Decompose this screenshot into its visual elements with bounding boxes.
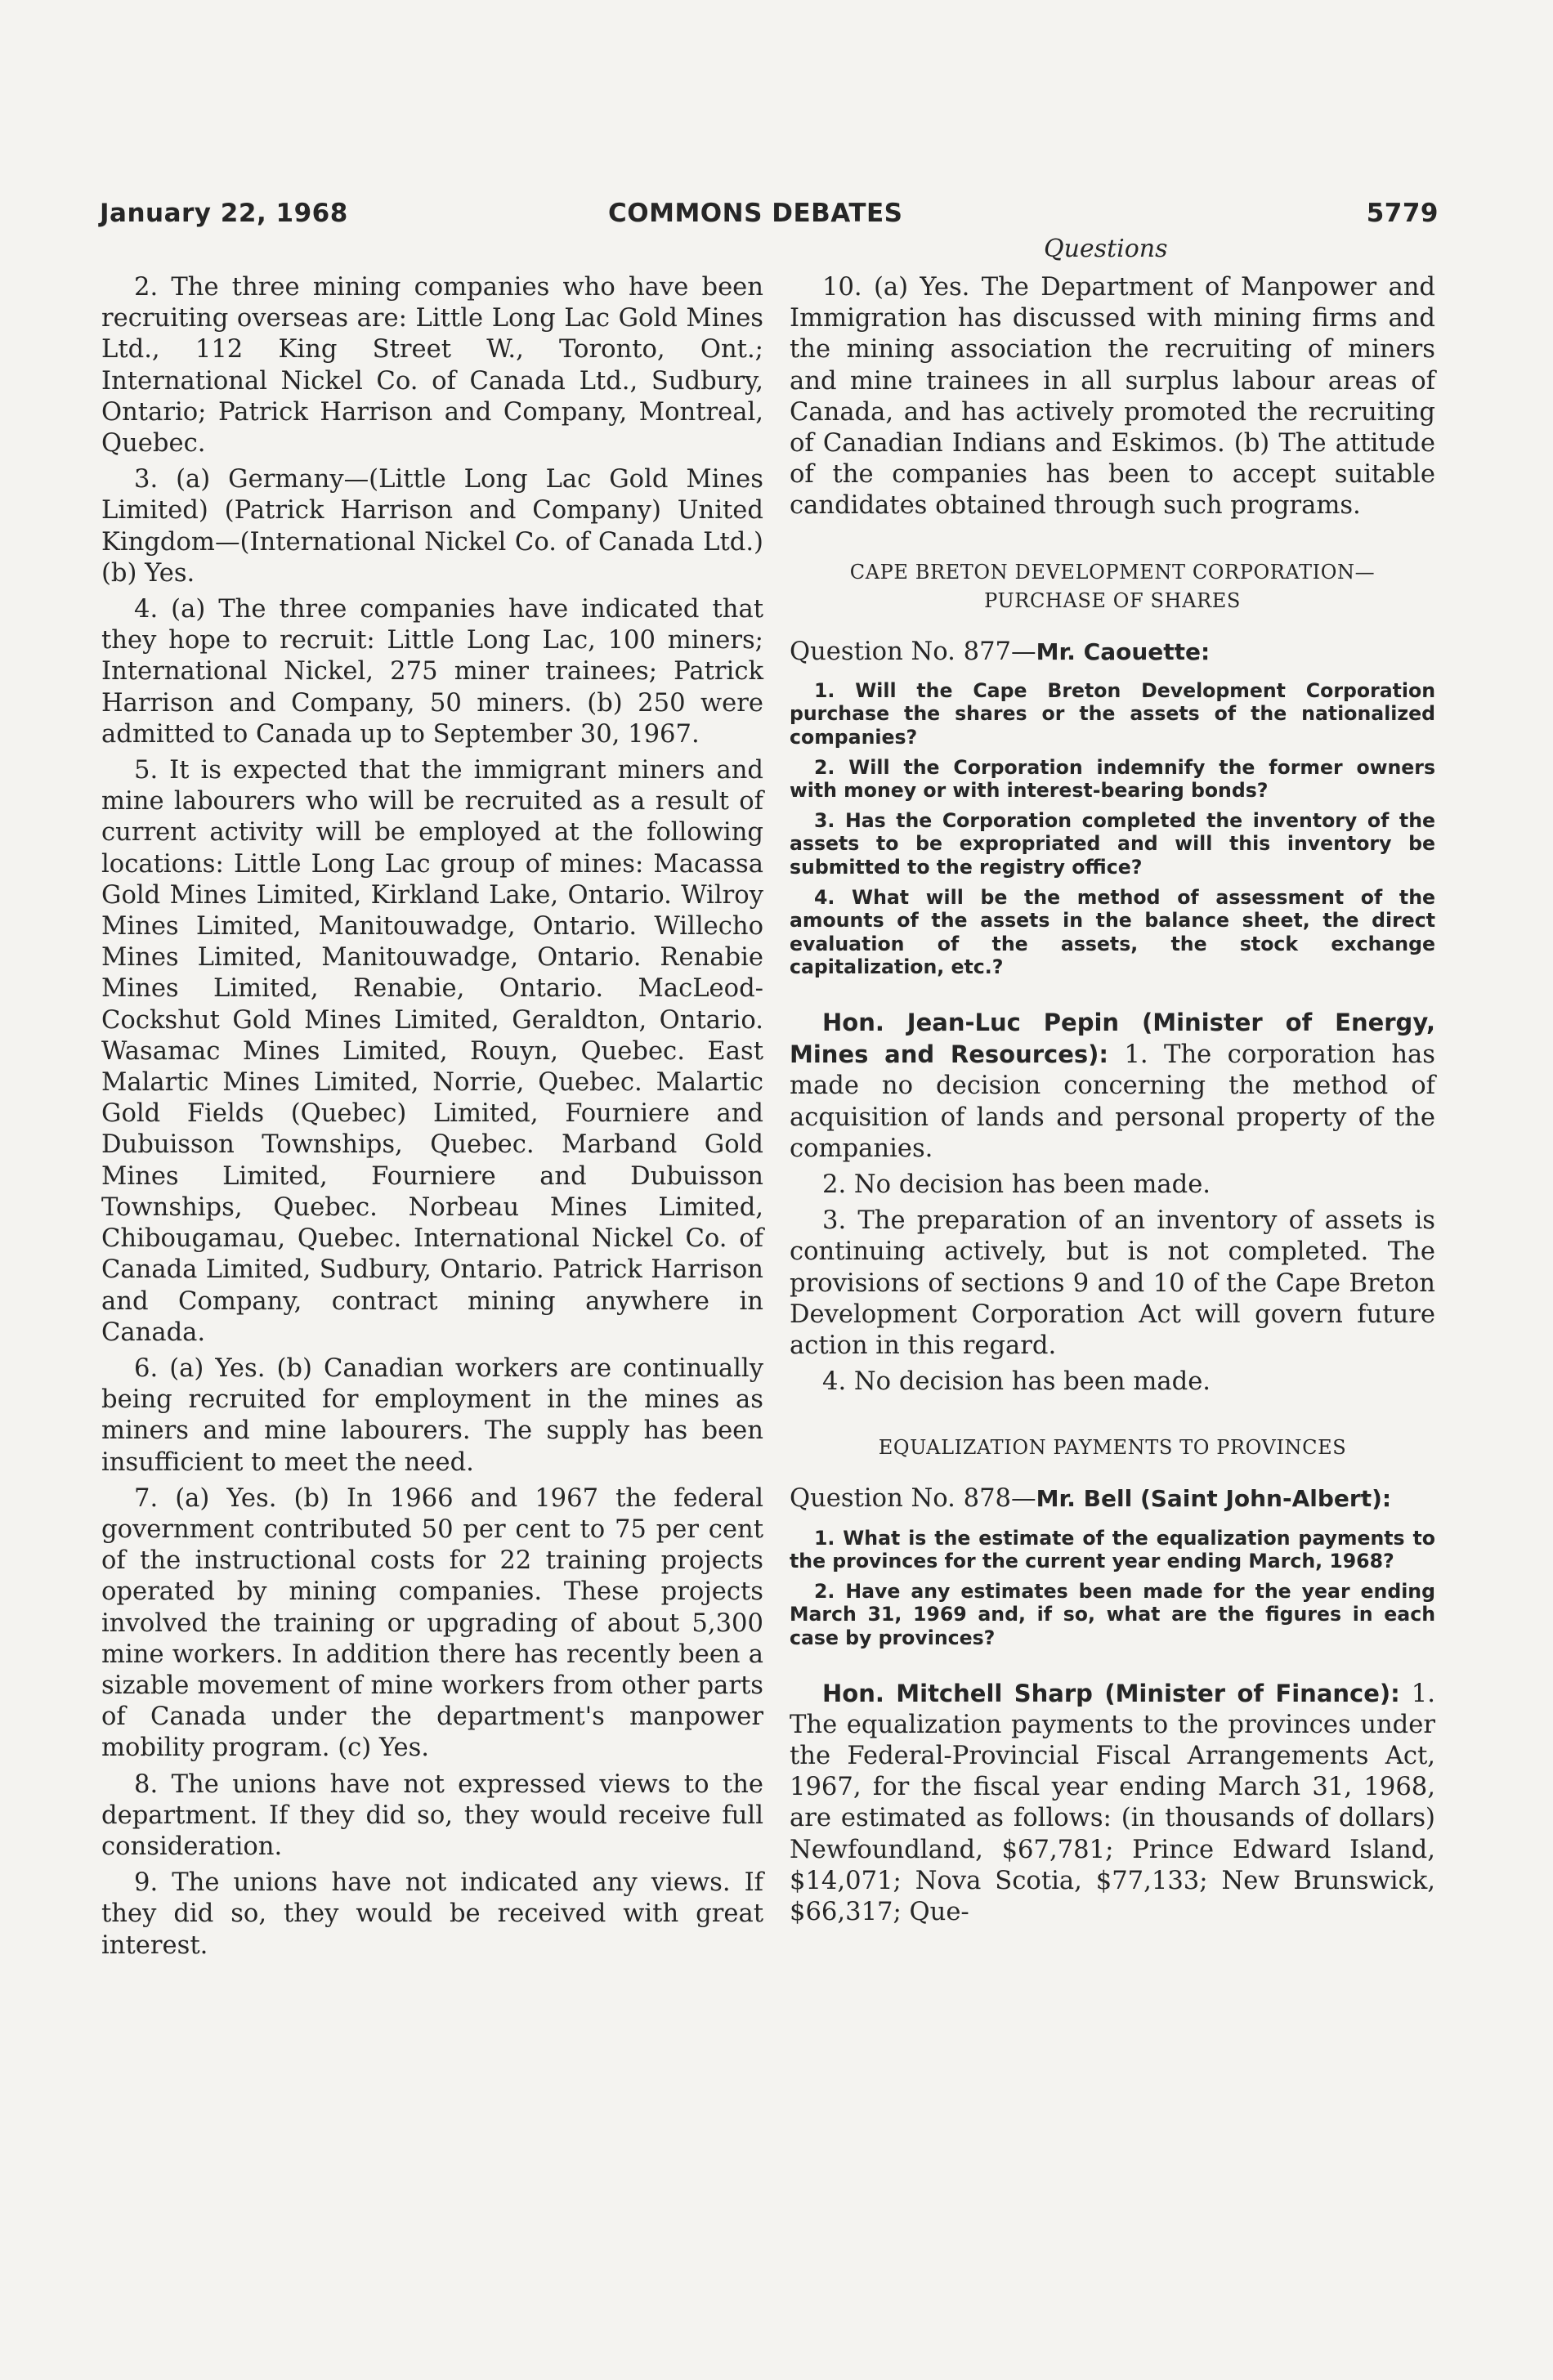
paragraph: 4. (a) The three companies have indicated that they hope to recruit: Little Long Lac, 100 miners; International Nickel, 275 miner trainees; Patrick Harrison and Company, 50 miners. (b) 250 were admitted to Canada up to September 30, 1967. — [101, 595, 763, 749]
heading-line: PURCHASE OF SHARES — [984, 588, 1241, 612]
answer-paragraph — [790, 1678, 1435, 1929]
section-heading — [790, 558, 1435, 615]
paragraph: 3. (a) Germany—(Little Long Lac Gold Mines Limited) (Patrick Harrison and Company) United Kingdom—(International Nickel Co. of Canada Ltd.) (b) Yes. — [101, 465, 763, 588]
paragraph: 2. The three mining companies who have been recruiting overseas are: Little Long Lac Gold Mines Ltd., 112 King Street W., Toronto, Ont.; International Nickel Co. of Canada Ltd., Sudbury, Ontario; Patrick Harrison and Company, Montreal, Quebec. — [101, 273, 763, 459]
question-list — [790, 679, 1435, 979]
question-item: 1. What is the estimate of the equalization payments to the provinces for the current year ending March, 1968? — [790, 1526, 1435, 1573]
question-line — [790, 1483, 1435, 1514]
heading-line: EQUALIZATION PAYMENTS TO PROVINCES — [878, 1436, 1347, 1460]
question-item: 3. Has the Corporation completed the inventory of the assets to be expropriated and will this inventory be submitted to the registry office? — [790, 808, 1435, 879]
question-item: 2. Have any estimates been made for the year ending March 31, 1969 and, if so, what are the figures in each case by provinces? — [790, 1579, 1435, 1649]
paragraph: 7. (a) Yes. (b) In 1966 and 1967 the federal government contributed 50 per cent to 75 per cent of the instructional costs for 22 training projects operated by mining companies. These projects involved the training or upgrading of about 5,300 mine workers. In addition there has recently been a sizable movement of mine workers from other parts of Canada under the department's manpower mobility program. (c) Yes. — [101, 1483, 763, 1763]
paragraph: 9. The unions have not indicated any views. If they did so, they would be received with great interest. — [101, 1868, 763, 1960]
left-column — [101, 272, 763, 1966]
question-item: 1. Will the Cape Breton Development Corporation purchase the shares or the assets of the nationalized companies? — [790, 678, 1435, 749]
answer-paragraph: 4. No decision has been made. — [822, 1367, 1211, 1397]
answer-paragraph — [790, 1007, 1435, 1165]
answer-speaker: Hon. Jean-Luc Pepin (Minister of Energy, Mines and Resources): — [790, 1008, 1435, 1069]
paragraph: 6. (a) Yes. (b) Canadian workers are continually being recruited for employment in the mines as miners and mine labourers. The supply has been insufficient to meet the need. — [101, 1353, 763, 1477]
right-column — [790, 272, 1435, 1933]
question-asker: Mr. Bell (Saint John-Albert): — [1036, 1485, 1392, 1513]
question-label: Question No. 877— — [790, 637, 1036, 666]
paragraph: 5. It is expected that the immigrant miners and mine labourers who will be recruited as a result of current activity will be employed at the following locations: Little Long Lac group of mines: Macassa Gold Mines Limited, Kirkland Lake, Ontario. Wilroy Mines Limited, Manitouwadge, Ontario. Willecho Mines Limited, Manitouwadge, Ontario. Renabie Mines Limited, Renabie, Ontario. MacLeod-Cockshut Gold Mines Limited, Geraldton, Ontario. Wasamac Mines Limited, Rouyn, Quebec. East Malartic Mines Limited, Norrie, Quebec. Malartic Gold Fields (Quebec) Limited, Fourniere and Dubuisson Townships, Quebec. Marband Gold Mines Limited, Fourniere and Dubuisson Townships, Quebec. Norbeau Mines Limited, Chibougamau, Quebec. International Nickel Co. of Canada Limited, Sudbury, Ontario. Patrick Harrison and Company, contract mining anywhere in Canada. — [101, 756, 763, 1347]
running-head — [100, 199, 1439, 231]
heading-line: CAPE BRETON DEVELOPMENT CORPORATION— — [849, 560, 1376, 584]
answer-text: 1. The equalization payments to the provinces under the Federal-Provincial Fiscal Arrangements Act, 1967, for the fiscal year ending March 31, 1968, are estimated as follows: (in thousands of dollars) Newfoundland, $67,781; Prince Edward Island, $14,071; Nova Scotia, $77,133; New Brunswick, $66,317; Que- — [790, 1679, 1435, 1926]
answer-text: 1. The corporation has made no decision concerning the method of acquisition of lands and personal property of the companies. — [790, 1040, 1435, 1163]
question-line — [790, 637, 1435, 668]
question-item: 2. Will the Corporation indemnify the former owners with money or with interest-bearing bonds? — [790, 755, 1435, 803]
question-list — [790, 1527, 1435, 1650]
answer-paragraph: 2. No decision has been made. — [822, 1170, 1211, 1199]
question-item: 4. What will be the method of assessment of the amounts of the assets in the balance sheet, the direct evaluation of the assets, the stock exchange capitalization, etc.? — [790, 885, 1435, 979]
section-label: Questions — [1044, 235, 1168, 263]
page-number: 5779 — [1366, 199, 1439, 228]
section-heading — [790, 1434, 1435, 1462]
question-asker: Mr. Caouette: — [1036, 638, 1211, 665]
header-date: January 22, 1968 — [100, 199, 348, 228]
question-label: Question No. 878— — [790, 1484, 1036, 1514]
answer-speaker: Hon. Mitchell Sharp (Minister of Finance): — [822, 1679, 1400, 1707]
header-title: COMMONS DEBATES — [608, 199, 903, 228]
paragraph: 10. (a) Yes. The Department of Manpower and Immigration has discussed with mining firms and the mining association the recruiting of miners and mine trainees in all surplus labour areas of Canada, and has actively promoted the recruiting of Canadian Indians and Eskimos. (b) The attitude of the companies has been to accept suitable candidates obtained through such programs. — [790, 273, 1435, 521]
paragraph: 8. The unions have not expressed views to the department. If they did so, they would receive full consideration. — [101, 1769, 763, 1861]
answer-paragraph: 3. The preparation of an inventory of assets is continuing actively, but is not completed. The provisions of sections 9 and 10 of the Cape Breton Development Corporation Act will govern future action in this regard. — [790, 1206, 1435, 1360]
